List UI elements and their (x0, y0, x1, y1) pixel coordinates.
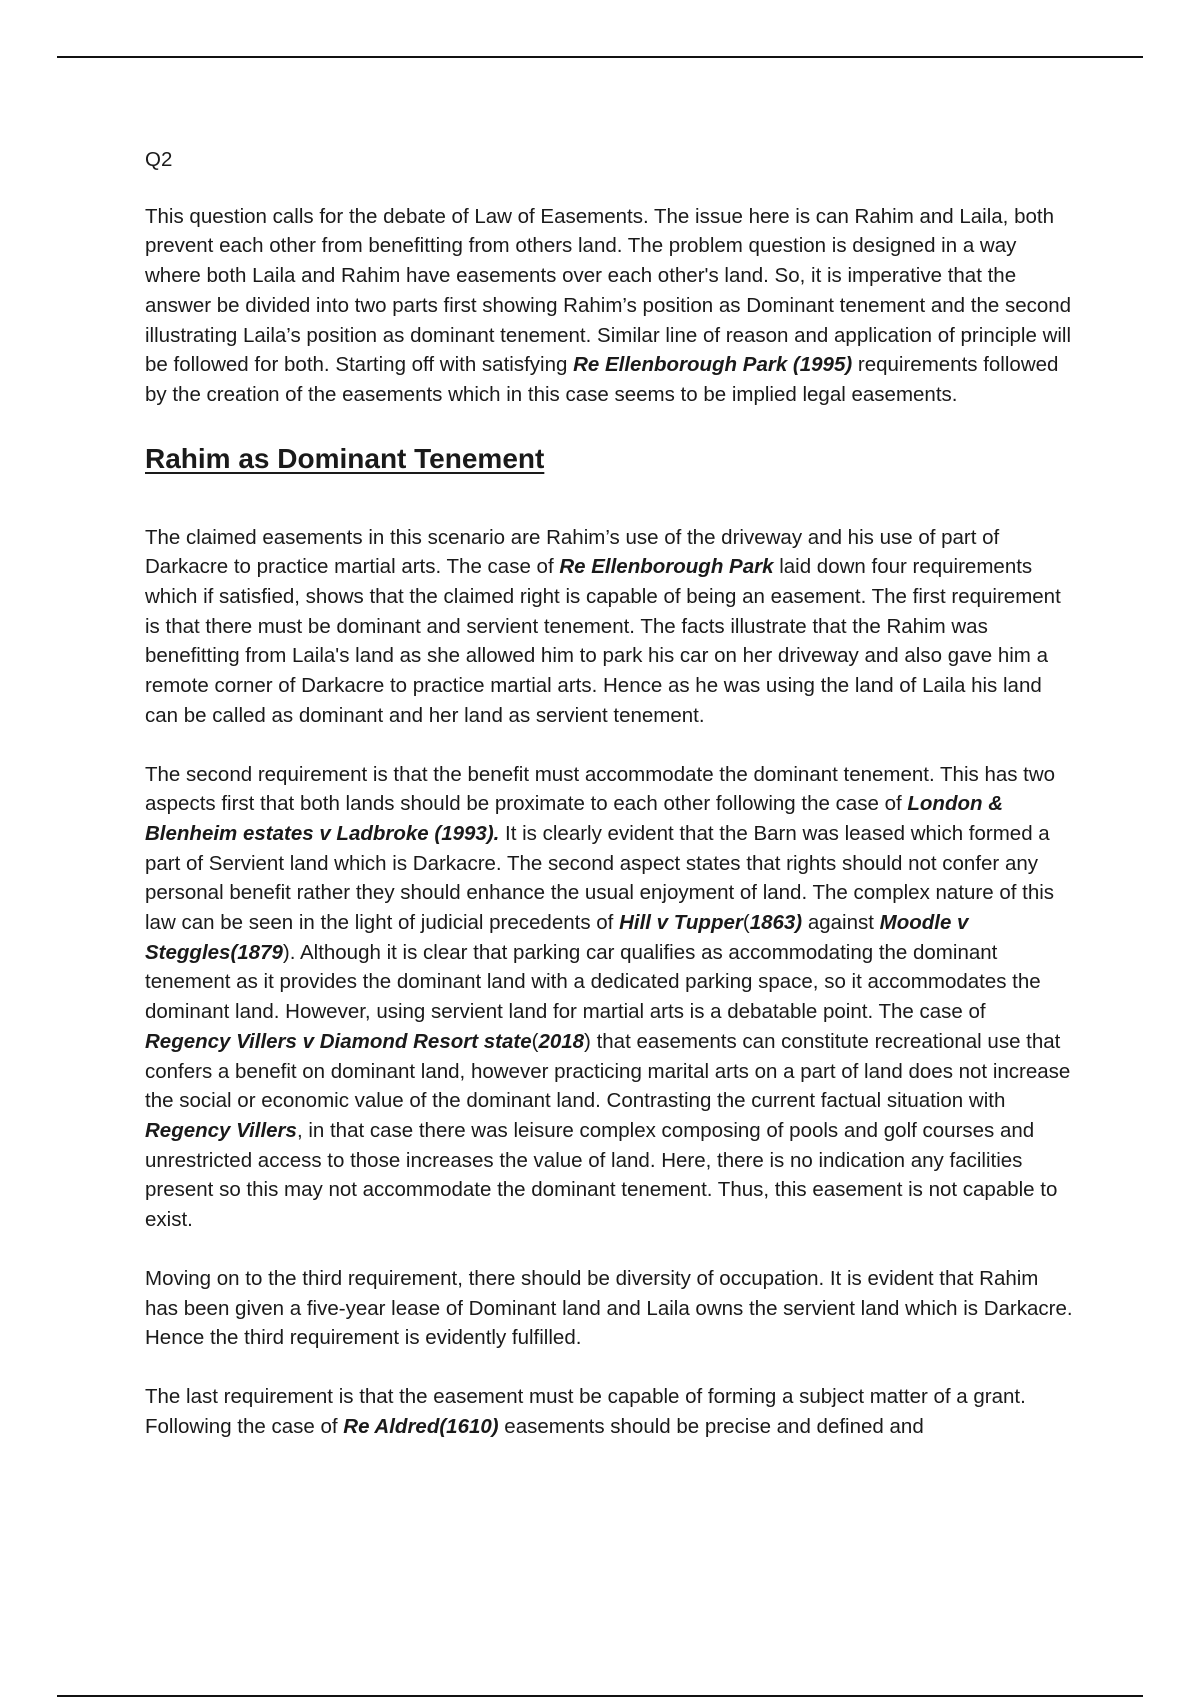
top-rule (57, 56, 1143, 58)
body-paragraph-1 (145, 523, 1075, 731)
body-paragraph-2 (145, 760, 1075, 1235)
case-citation: Moodle v Steggles(1879 (145, 911, 969, 964)
text-run: , in that case there was leisure complex composing of pools and golf courses and unrestricted access to those increases the value of land. Here, there is no indication any facilities present so this may not accommodate the dominant tenement. Thus, this easement is not capable to exist. (145, 1118, 1058, 1232)
document-body (145, 145, 1075, 1470)
text-run: ) that easements can constitute recreational use that confers a benefit on dominant land, however practicing marital arts on a part of land does not increase the social or economic value of the dominant land. Contrasting the current factual situation with (145, 1029, 1071, 1113)
text-run: This question calls for the debate of Law of Easements. The issue here is can Rahim and Laila, both prevent each other from benefitting from others land. The problem question is designed in a way where both Laila and Rahim have easements over each other's land. So, it is imperative that the answer be divided into two parts first showing Rahim’s position as Dominant tenement and the second illustrating Laila’s position as dominant tenement. Similar line of reason and application of principle will be followed for both. Starting off with satisfying (145, 204, 1072, 377)
text-run: It is clearly evident that the Barn was leased which formed a part of Servient land which is Darkacre. The second aspect states that rights should not confer any personal benefit rather they should enhance the usual enjoyment of land. The complex nature of this law can be seen in the light of judicial precedents of (145, 821, 1055, 935)
body-paragraph-3 (145, 1264, 1075, 1353)
text-run: Moving on to the third requirement, there should be diversity of occupation. It is evident that Rahim has been given a five-year lease of Dominant land and Laila owns the servient land which is Darkacre. Hence the third requirement is evidently fulfilled. (145, 1266, 1073, 1350)
case-citation: Regency Villers v Diamond Resort state (145, 1029, 532, 1053)
text-run: ( (742, 911, 750, 935)
text-run: The last requirement is that the easement must be capable of forming a subject matter of a grant. Following the case of (145, 1384, 1026, 1438)
text-run: against (802, 911, 880, 935)
text-run: ). Although it is clear that parking car qualifies as accommodating the dominant tenement as it provides the dominant land with a dedicated parking space, so it accommodates the dominant land. However, using servient land for martial arts is a debatable point. The case of (145, 940, 1041, 1024)
text-run: requirements followed by the creation of the easements which in this case seems to be implied legal easements. (145, 353, 1059, 406)
case-citation: 2018 (538, 1029, 585, 1053)
case-citation: Re Ellenborough Park (1995) (573, 353, 853, 377)
text-run: laid down four requirements which if satisfied, shows that the claimed right is capable of being an easement. The first requirement is that there must be dominant and servient tenement. The facts illustrate that the Rahim was benefitting from Laila's land as she allowed him to park his car on her driveway and also gave him a remote corner of Darkacre to practice martial arts. Hence as he was using the land of Laila his land can be called as dominant and her land as servient tenement. (145, 555, 1061, 727)
case-citation: London & Blenheim estates v Ladbroke (1993). (145, 792, 1004, 845)
text-run: The claimed easements in this scenario are Rahim’s use of the driveway and his use of part of Darkacre to practice martial arts. The case of (145, 525, 1000, 579)
case-citation: Re Aldred(1610) (343, 1414, 499, 1438)
section-heading: Rahim as Dominant Tenement (145, 442, 545, 474)
body-paragraph-4 (145, 1382, 1075, 1441)
text-run: The second requirement is that the benefit must accommodate the dominant tenement. This has two aspects first that both lands should be proximate to each other following the case of (145, 762, 1056, 816)
case-citation: 1863) (749, 911, 803, 935)
bottom-rule (57, 1695, 1143, 1697)
question-label: Q2 (145, 148, 173, 171)
intro-paragraph (145, 202, 1075, 410)
case-citation: Hill v Tupper (619, 911, 743, 935)
case-citation: Re Ellenborough Park (559, 555, 774, 579)
text-run: ( (531, 1029, 539, 1053)
case-citation: Regency Villers (145, 1118, 297, 1142)
text-run: easements should be precise and defined and (498, 1414, 924, 1438)
